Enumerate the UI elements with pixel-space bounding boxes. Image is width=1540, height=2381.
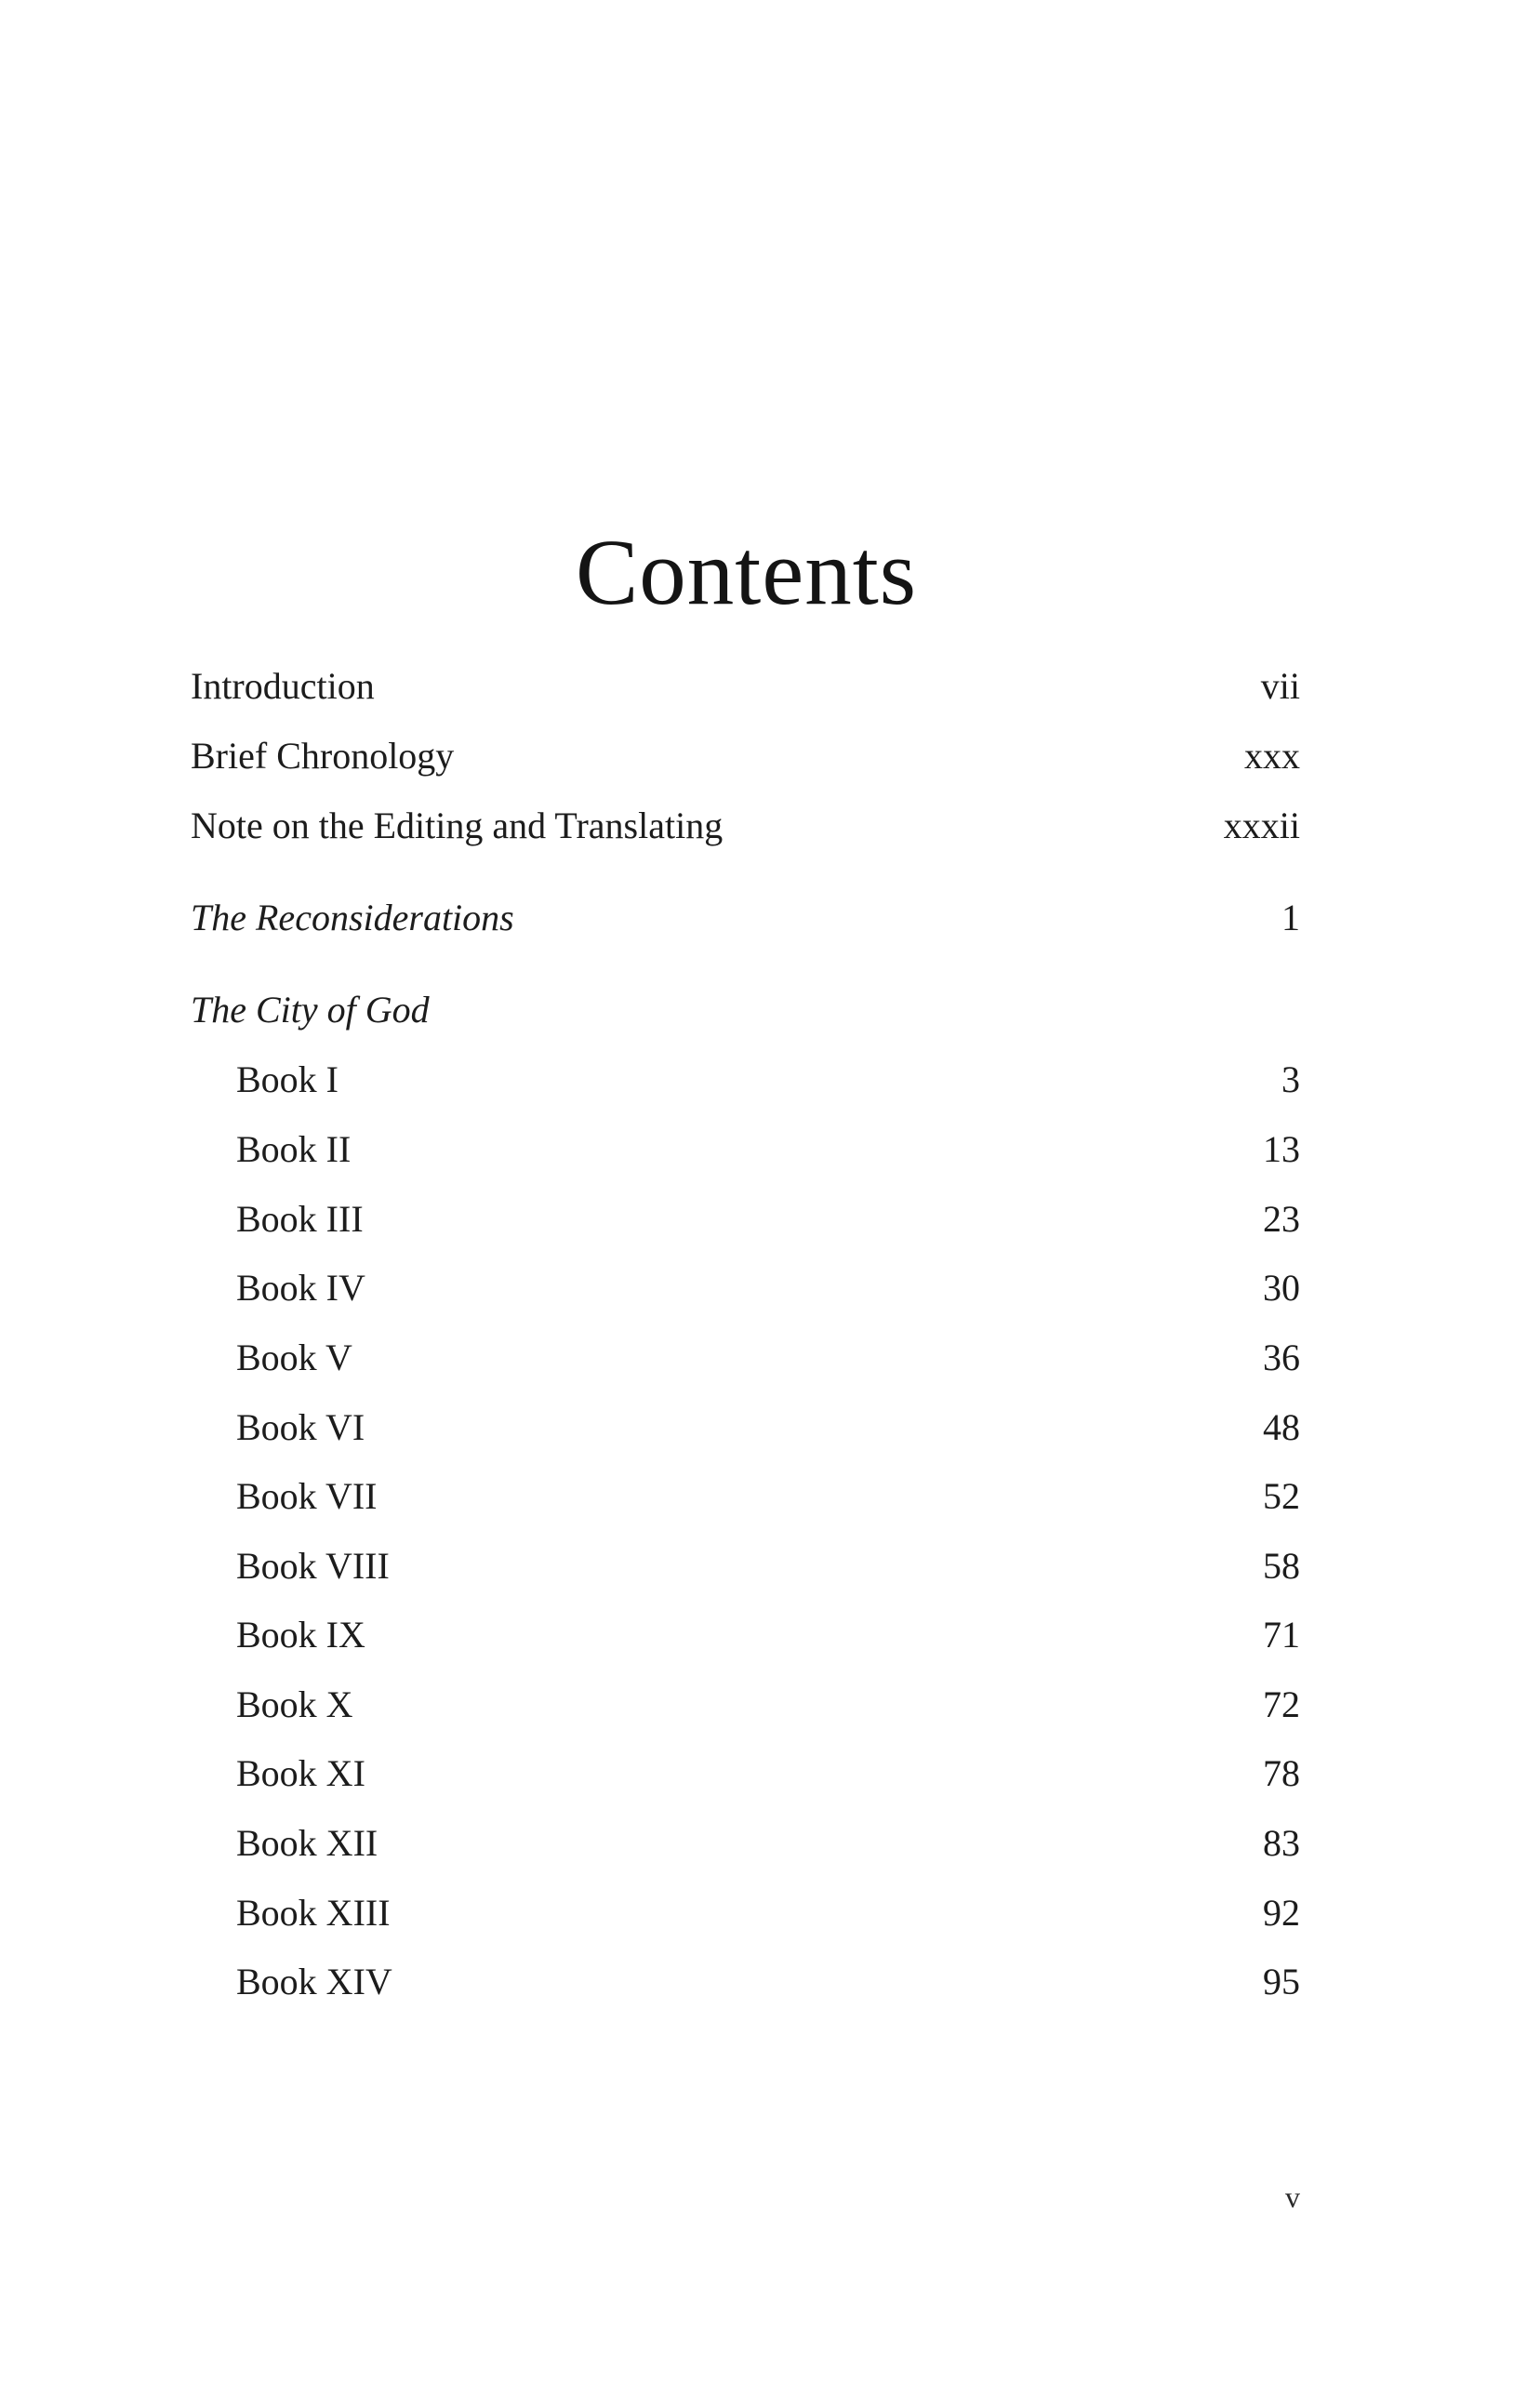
- toc-entry-label: Note on the Editing and Translating: [191, 805, 724, 846]
- toc-entry-reconsiderations[interactable]: [191, 890, 1300, 946]
- toc-entry-label: Book VI: [236, 1406, 365, 1448]
- toc-entry-label: Book IV: [236, 1267, 365, 1309]
- toc-entry-page: 23: [1263, 1198, 1300, 1240]
- toc-entry-page: 36: [1263, 1337, 1300, 1378]
- toc-entry-page: 95: [1263, 1961, 1300, 2002]
- toc-entry-page: 1: [1281, 897, 1300, 938]
- toc-entry-book[interactable]: [191, 1469, 1300, 1524]
- toc-entry-book[interactable]: [191, 1885, 1300, 1941]
- toc-section-label: The City of God: [191, 989, 430, 1031]
- toc-entry-page: 78: [1263, 1752, 1300, 1794]
- toc-entry-book[interactable]: [191, 1052, 1300, 1108]
- toc-entry-book[interactable]: [191, 1607, 1300, 1663]
- toc-entry-label: Book V: [236, 1337, 352, 1378]
- toc-entry-label: Book VIII: [236, 1545, 390, 1587]
- toc-entry-brief-chronology[interactable]: [191, 728, 1300, 784]
- toc-entry-label: Book XIII: [236, 1892, 391, 1934]
- page-number: v: [1285, 2180, 1300, 2214]
- toc-entry-label: Book IX: [236, 1614, 365, 1656]
- toc-entry-page: 13: [1263, 1128, 1300, 1170]
- toc-entry-label: Book II: [236, 1128, 352, 1170]
- toc-entry-book[interactable]: [191, 1330, 1300, 1386]
- page-title: Contents: [575, 520, 918, 624]
- toc-entry-book[interactable]: [191, 1191, 1300, 1247]
- toc-entry-book[interactable]: [191, 1260, 1300, 1316]
- toc-entry-page: vii: [1260, 665, 1300, 707]
- toc-entry-page: 72: [1263, 1683, 1300, 1725]
- toc-entry-book[interactable]: [191, 1400, 1300, 1456]
- toc-entry-page: 3: [1281, 1058, 1300, 1100]
- toc-entry-book[interactable]: [191, 1816, 1300, 1871]
- toc-section-city-of-god[interactable]: [191, 982, 1300, 1038]
- toc-entry-page: 92: [1263, 1892, 1300, 1934]
- toc-entry-introduction[interactable]: [191, 658, 1300, 714]
- toc-entry-label: Book X: [236, 1683, 353, 1725]
- toc-entry-book[interactable]: [191, 1954, 1300, 2010]
- toc-entry-book[interactable]: [191, 1677, 1300, 1733]
- toc-entry-label: Book XII: [236, 1822, 378, 1864]
- toc-entry-label: Book III: [236, 1198, 364, 1240]
- toc-entry-page: 71: [1263, 1614, 1300, 1656]
- toc-entry-label: Brief Chronology: [191, 735, 455, 777]
- toc-entry-book[interactable]: [191, 1122, 1300, 1177]
- toc-entry-label: Book I: [236, 1058, 339, 1100]
- toc-entry-book[interactable]: [191, 1746, 1300, 1802]
- toc-entry-label: Introduction: [191, 665, 375, 707]
- toc-entry-page: 30: [1263, 1267, 1300, 1309]
- toc-entry-page: xxx: [1244, 735, 1300, 777]
- toc-entry-page: xxxii: [1223, 805, 1300, 846]
- toc-entry-page: 52: [1263, 1475, 1300, 1517]
- toc-entry-page: 48: [1263, 1406, 1300, 1448]
- toc-entry-page: 83: [1263, 1822, 1300, 1864]
- toc-entry-note-on-editing[interactable]: [191, 798, 1300, 854]
- toc-entry-label: Book XI: [236, 1752, 365, 1794]
- toc-entry-label: Book VII: [236, 1475, 378, 1517]
- toc-entry-page: 58: [1263, 1545, 1300, 1587]
- toc-entry-book[interactable]: [191, 1538, 1300, 1594]
- toc-entry-label: Book XIV: [236, 1961, 392, 2002]
- toc-entry-label: The Reconsiderations: [191, 897, 514, 938]
